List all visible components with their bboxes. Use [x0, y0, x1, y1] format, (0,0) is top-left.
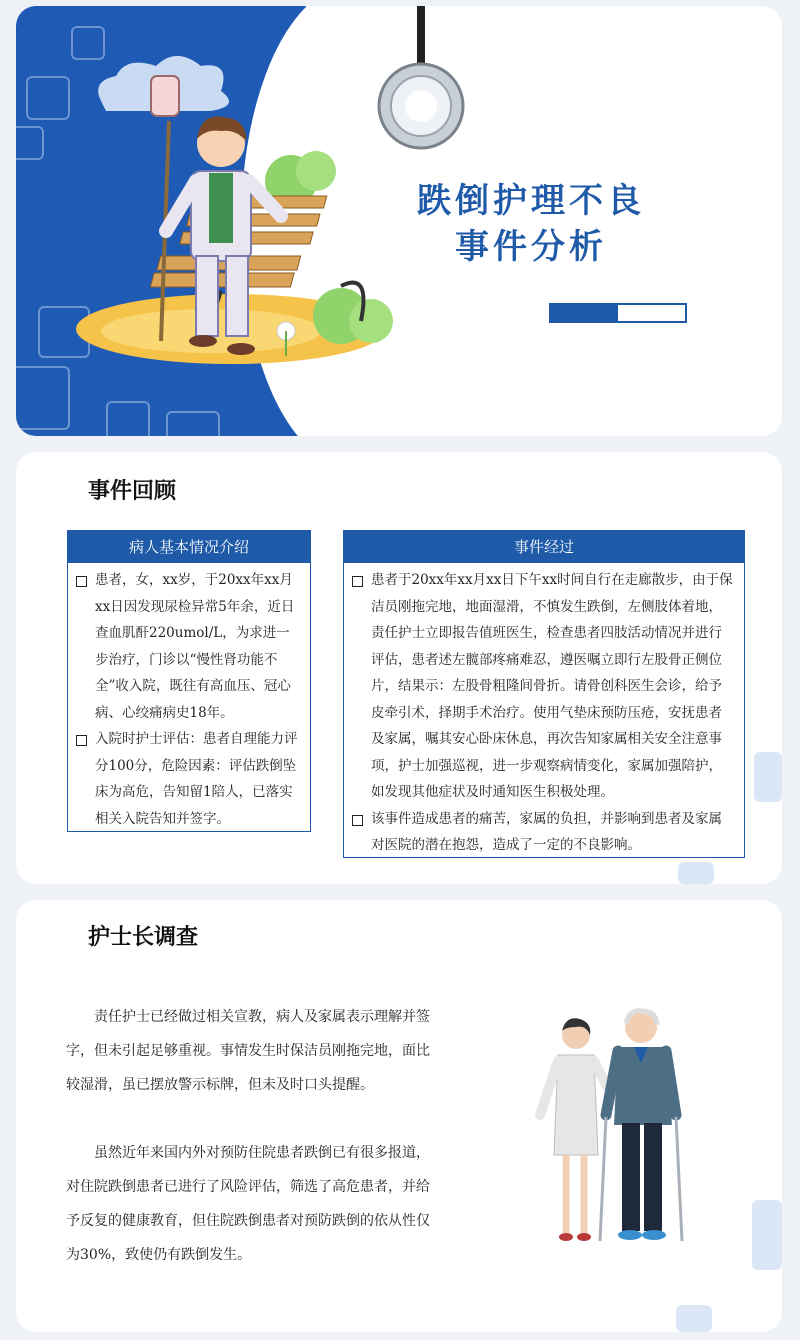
checkbox-icon	[76, 576, 87, 587]
list-item	[352, 806, 734, 859]
list-item	[76, 726, 300, 832]
list-item	[76, 567, 300, 726]
event-process-text-1: 患者于20xx年xx月xx日下午xx时间自行在走廊散步，由于保洁员刚拖完地，地面湿滑，不慎发生跌倒，左侧肢体着地，责任护士立即报告值班医生，检查患者四肢活动情况并进行评估，患者述左髋部疼痛难忍，遵医嘱立即行左股骨正侧位片，结果示：左股骨粗隆间骨折。请骨创科医生会诊，给予皮牵引术，择期手术治疗。使用气垫床预防压疮，安抚患者及家属，嘱其安心卧床休息，再次告知家属相关安全注意事项，护士加强巡视，进一步观察病情变化，家属加强陪护，如发现其他症状及时通知医生积极处理。	[371, 572, 733, 800]
decor-square	[754, 752, 782, 802]
title-progress-bar	[549, 303, 687, 323]
cover-card	[16, 6, 782, 436]
patient-info-text-2: 入院时护士评估：患者自理能力评分100分，危险因素：评估跌倒坠床为高危，告知留1陪人，已落实相关入院告知并签字。	[95, 731, 298, 827]
patient-illustration	[71, 31, 401, 371]
event-process-header: 事件经过	[344, 531, 744, 563]
section-heading-review: 事件回顾	[88, 479, 177, 504]
patient-info-text-1: 患者，女，xx岁，于20xx年xx月xx日因发现尿检异常5年余，近日查血肌酐220umol/L，为求进一步治疗，门诊以“慢性肾功能不全”收入院，既往有高血压、冠心病、心绞痛病史18年。	[95, 572, 295, 721]
event-process-box	[343, 530, 745, 858]
title-line-1: 跌倒护理不良	[417, 181, 645, 221]
stethoscope-icon	[376, 6, 486, 156]
decor-square	[678, 862, 714, 884]
list-item	[352, 567, 734, 806]
patient-info-header: 病人基本情况介绍	[68, 531, 310, 563]
progress-fill	[551, 305, 618, 321]
checkbox-icon	[352, 576, 363, 587]
decor-square	[676, 1305, 712, 1332]
event-process-text-2: 该事件造成患者的痛苦，家属的负担，并影响到患者及家属对医院的潜在抱怨，造成了一定的不良影响。	[371, 810, 722, 853]
checkbox-icon	[352, 815, 363, 826]
investigation-paragraph-2: 虽然近年来国内外对预防住院患者跌倒已有很多报道，对住院跌倒患者已进行了风险评估，筛选了高危患者，并给予反复的健康教育，但住院跌倒患者对预防跌倒的依从性仅为30%，致使仍有跌倒发生。	[66, 1145, 430, 1263]
event-review-card	[16, 452, 782, 884]
page-title	[396, 178, 666, 270]
investigation-paragraph-1: 责任护士已经做过相关宣教，病人及家属表示理解并签字，但未引起足够重视。事情发生时保洁员刚拖完地，面比较湿滑，虽已摆放警示标牌，但未及时口头提醒。	[66, 1009, 430, 1093]
nurse-elder-illustration	[526, 1005, 696, 1250]
patient-info-box	[67, 530, 311, 832]
checkbox-icon	[76, 735, 87, 746]
investigation-card	[16, 900, 782, 1332]
title-line-2: 事件分析	[455, 227, 607, 267]
section-heading-investigation: 护士长调查	[88, 925, 199, 950]
decor-square	[752, 1200, 782, 1270]
